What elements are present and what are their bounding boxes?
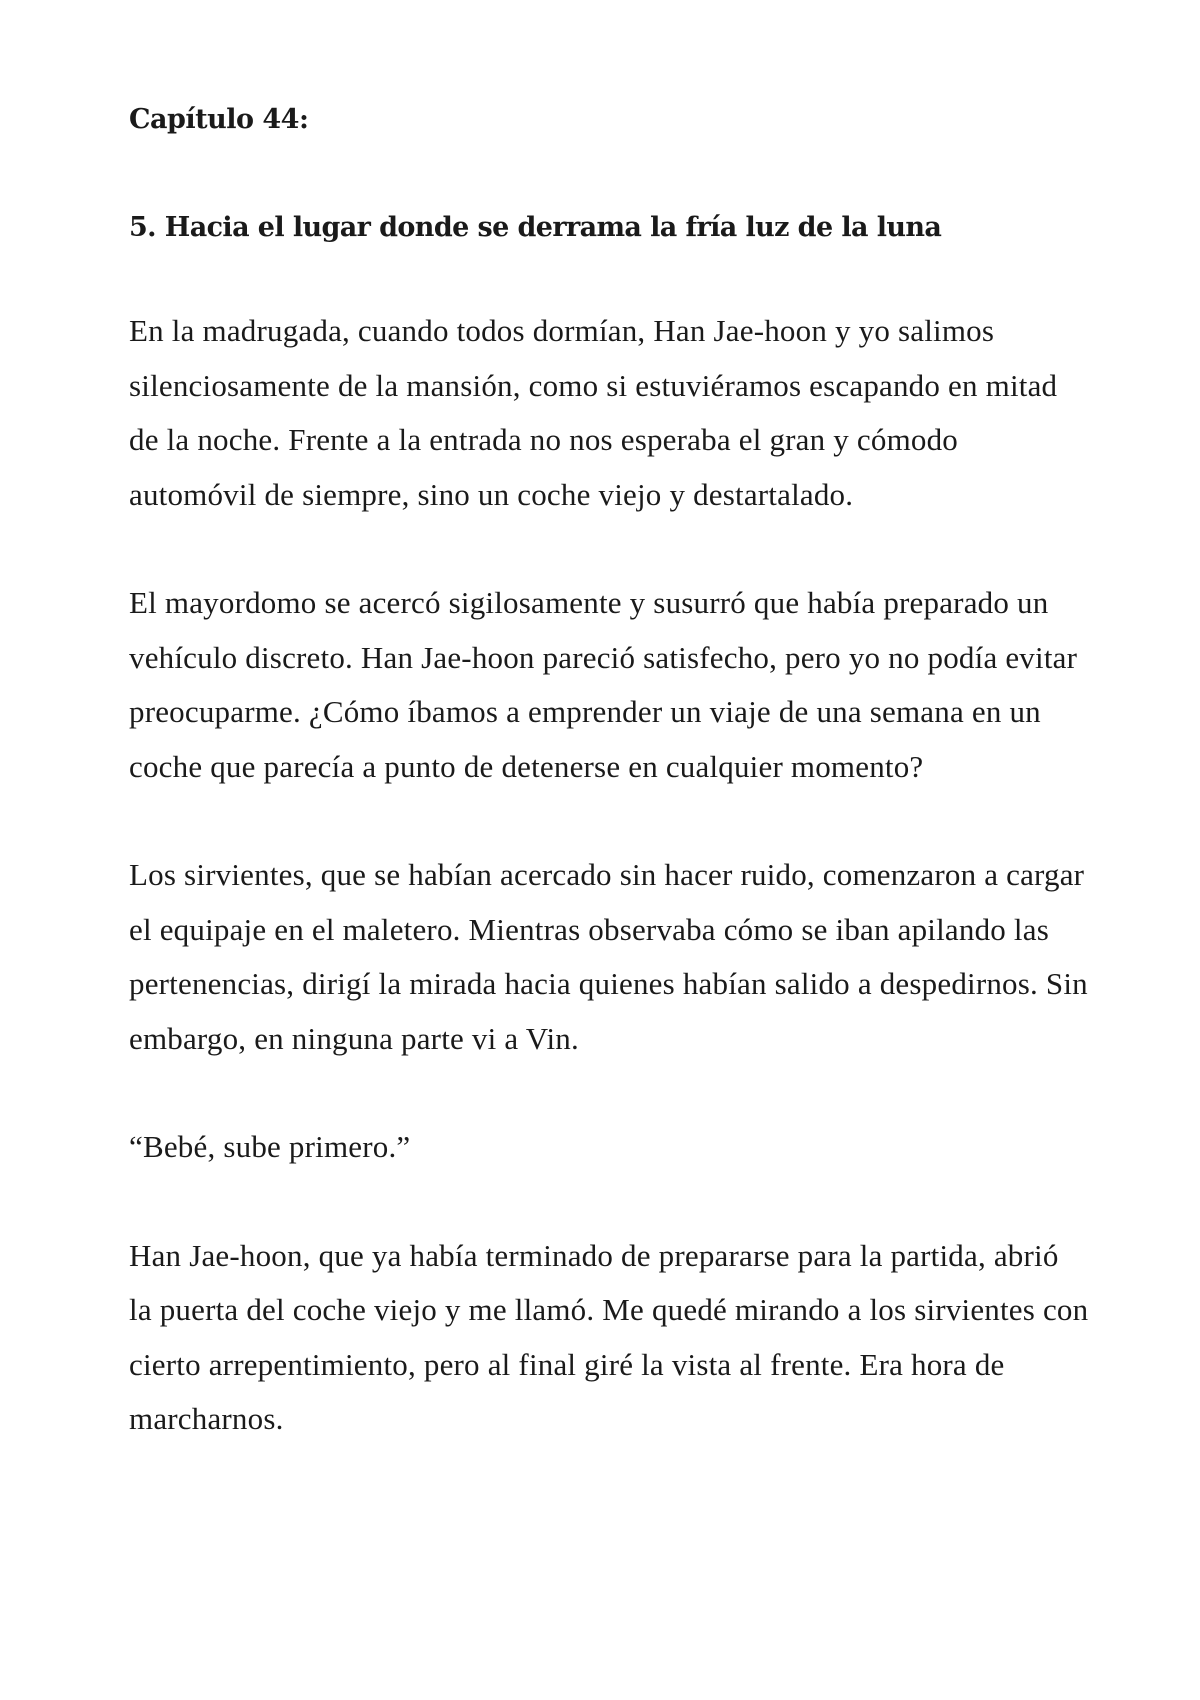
dialogue-line: “Bebé, sube primero.” (129, 1129, 411, 1164)
paragraph: En la madrugada, cuando todos dormían, Han Jae-hoon y yo salimos silenciosamente de la mansión, como si estuviéramos escapando en mitad de la noche. Frente a la entrada no nos esperaba el gran y cómodo automóvil de siempre, sino un coche viejo y destartalado. (129, 313, 1058, 512)
body-text (129, 304, 1089, 1447)
paragraph: Han Jae-hoon, que ya había terminado de prepararse para la partida, abrió la puerta del coche viejo y me llamó. Me quedé mirando a los sirvientes con cierto arrepentimiento, pero al final giré la vista al frente. Era hora de marcharnos. (129, 1237, 1089, 1436)
section-title: 5. Hacia el lugar donde se derrama la fría luz de la luna (129, 212, 942, 243)
chapter-title: Capítulo 44: (129, 104, 309, 135)
document-content (129, 100, 1089, 1447)
paragraph: El mayordomo se acercó sigilosamente y susurró que había preparado un vehículo discreto. Han Jae-hoon pareció satisfecho, pero yo no podía evitar preocuparme. ¿Cómo íbamos a emprender un viaje de una semana en un coche que parecía a punto de detenerse en cualquier momento? (129, 585, 1078, 784)
paragraph: Los sirvientes, que se habían acercado sin hacer ruido, comenzaron a cargar el equipaje en el maletero. Mientras observaba cómo se iban apilando las pertenencias, dirigí la mirada hacia quienes habían salido a despedirnos. Sin embargo, en ninguna parte vi a Vin. (129, 857, 1088, 1056)
